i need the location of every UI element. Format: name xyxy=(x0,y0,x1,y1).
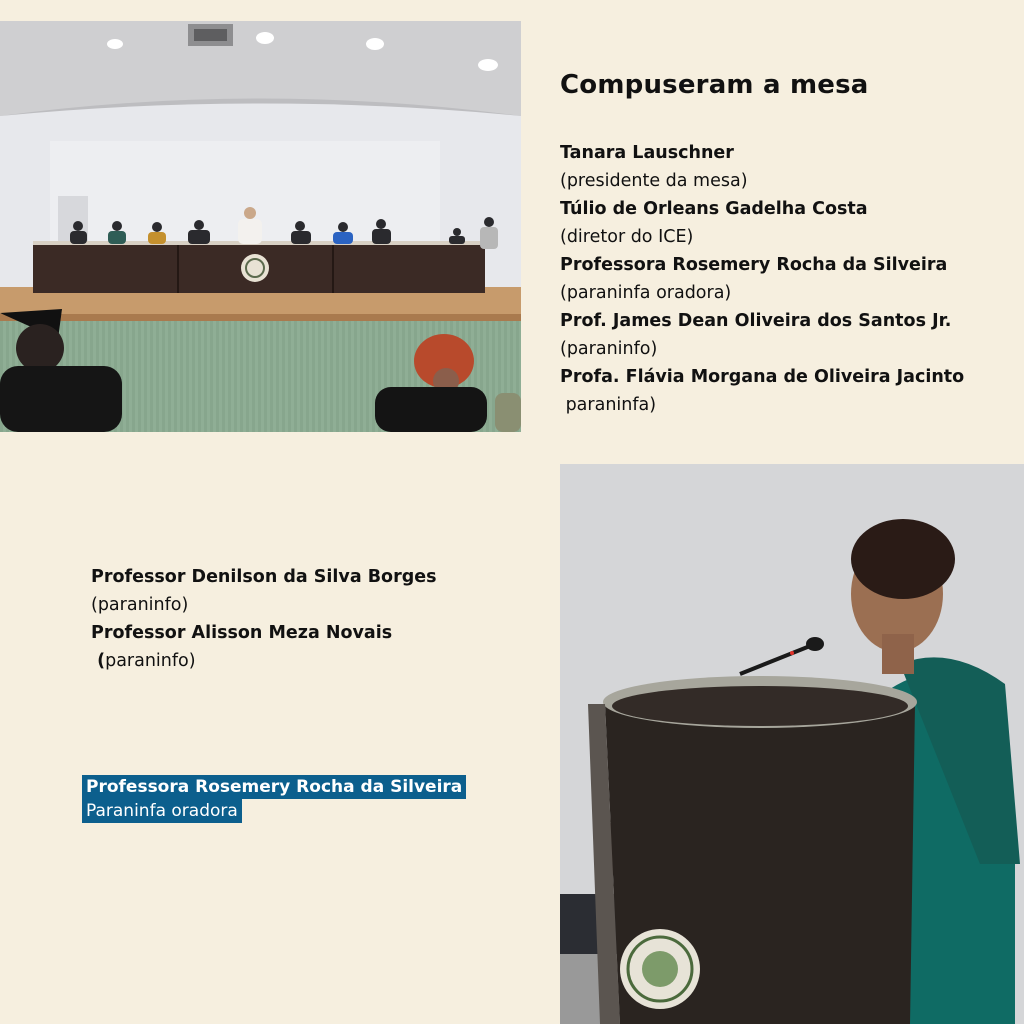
member-role: (presidente da mesa) xyxy=(560,171,748,191)
member-name: Professora Rosemery Rocha da Silveira xyxy=(560,255,948,275)
page-title: Compuseram a mesa xyxy=(560,70,869,100)
role-text: paraninfo) xyxy=(105,651,196,671)
member-role: (diretor do ICE) xyxy=(560,227,694,247)
list-item xyxy=(560,139,1020,195)
list-item xyxy=(560,195,1020,251)
photo-caption xyxy=(82,775,466,823)
list-item xyxy=(91,619,551,675)
list-item xyxy=(560,363,1020,419)
list-item xyxy=(560,251,1020,307)
list-item xyxy=(91,563,551,619)
member-name: Tanara Lauschner xyxy=(560,143,734,163)
member-role: (paraninfa oradora) xyxy=(560,283,732,303)
role-prefix: ( xyxy=(91,651,106,671)
member-list-right xyxy=(560,139,1020,419)
member-name: Profa. Flávia Morgana de Oliveira Jacinto xyxy=(560,367,965,387)
member-role: (paraninfo) xyxy=(560,339,658,359)
member-name: Professor Denilson da Silva Borges xyxy=(91,567,437,587)
list-item xyxy=(560,307,1020,363)
speaker-lectern-photo xyxy=(560,464,1024,1024)
ceremony-stage-photo xyxy=(0,21,521,432)
member-list-left xyxy=(91,563,551,675)
member-name: Túlio de Orleans Gadelha Costa xyxy=(560,199,868,219)
member-role: (paraninfo) xyxy=(91,595,189,615)
member-name: Prof. James Dean Oliveira dos Santos Jr. xyxy=(560,311,952,331)
caption-name: Professora Rosemery Rocha da Silveira xyxy=(82,775,466,799)
caption-role: Paraninfa oradora xyxy=(82,799,242,823)
member-role xyxy=(91,647,551,675)
member-name: Professor Alisson Meza Novais xyxy=(91,623,393,643)
member-role: paraninfa) xyxy=(560,395,657,415)
